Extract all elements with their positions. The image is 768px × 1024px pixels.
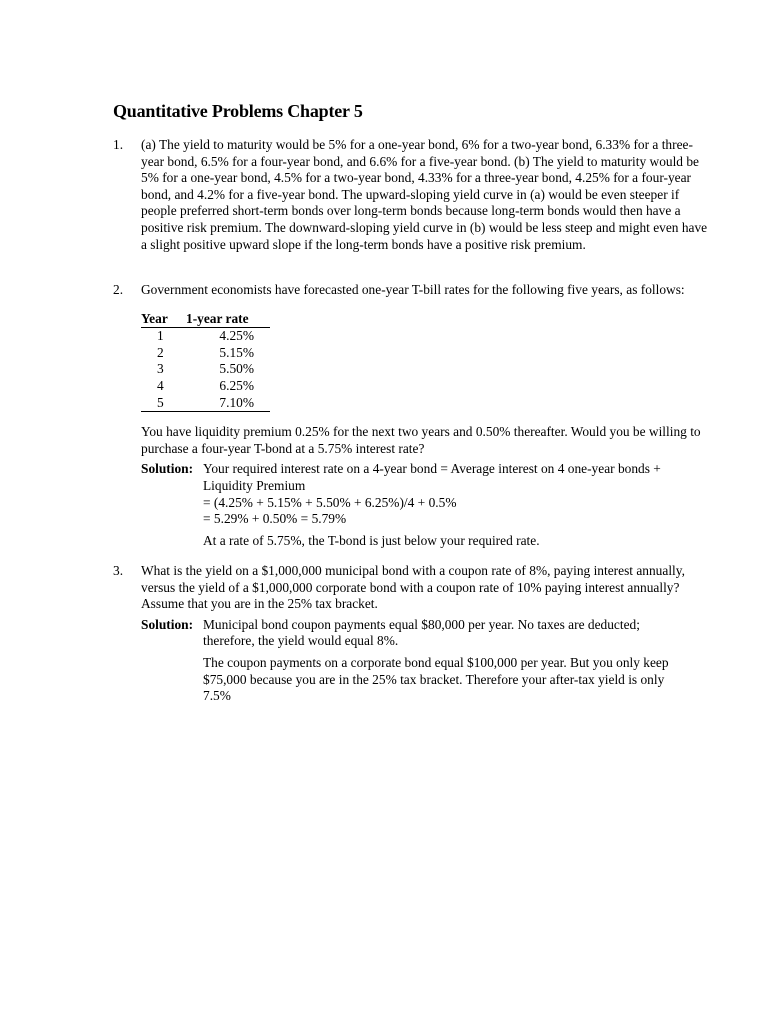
- column-header-year: Year: [141, 311, 186, 328]
- problem-1-text: (a) The yield to maturity would be 5% for a one-year bond, 6% for a two-year bond, 6.33% for a three-year bond, 6.5% for a four-year bond, and 6.6% for a five-year bond. (b) The yield to maturity would be 5% for a one-year bond, 4.5% for a two-year bond, 4.33% for a three-year bond, 4.25% for a four-year bond, and 4.2% for a five-year bond. The upward-sloping yield curve in (a) would be even steeper if people preferred short-term bonds over long-term bonds because long-term bonds would then have a positive risk premium. The downward-sloping yield curve in (b) would be less steep and might even have a slight positive upward slope if the long-term bonds have a positive risk premium.: [141, 137, 708, 252]
- solution-block: [141, 461, 713, 549]
- problem-number: 2.: [113, 282, 124, 297]
- solution-label: Solution:: [141, 616, 194, 632]
- problem-2-intro: Government economists have forecasted one-year T-bill rates for the following five years, as follows:: [141, 282, 685, 297]
- rate-cell: 4.25%: [219, 328, 254, 344]
- solution-conclusion: At a rate of 5.75%, the T-bond is just below your required rate.: [203, 532, 540, 548]
- page-title: Quantitative Problems Chapter 5: [113, 101, 363, 121]
- solution-label: Solution:: [141, 461, 194, 477]
- solution-paragraph: Municipal bond coupon payments equal $80,000 per year. No taxes are deducted; therefore, the yield would equal 8%.: [203, 616, 640, 649]
- table-row: [141, 328, 270, 345]
- year-cell: 1: [157, 328, 164, 344]
- solution-line: Your required interest rate on a 4-year bond = Average interest on 4 one-year bonds + Liquidity Premium: [203, 461, 661, 493]
- table-row: [141, 361, 270, 378]
- solution-line: = (4.25% + 5.15% + 5.50% + 6.25%)/4 + 0.5%: [203, 494, 457, 510]
- table-row: [141, 378, 270, 395]
- problem-3-question: What is the yield on a $1,000,000 municipal bond with a coupon rate of 8%, paying interest annually, versus the yield of a $1,000,000 corporate bond with a coupon rate of 10% paying interest annually? Assume that you are in the 25% tax bracket.: [141, 563, 685, 612]
- rates-table: [141, 311, 270, 413]
- table-header-row: [141, 311, 270, 328]
- rate-cell: 7.10%: [186, 395, 270, 412]
- year-cell: 4: [157, 377, 164, 393]
- rate-cell: 6.25%: [219, 377, 254, 393]
- solution-block: [141, 617, 713, 705]
- solution-line: = 5.29% + 0.50% = 5.79%: [203, 511, 347, 527]
- solution-paragraph: The coupon payments on a corporate bond equal $100,000 per year. But you only keep $75,000 because you are in the 25% tax bracket. Therefore your after-tax yield is only 7.5%: [203, 654, 669, 704]
- problem-2-question: You have liquidity premium 0.25% for the next two years and 0.50% thereafter. Would you be willing to purchase a four-year T-bond at a 5.75% interest rate?: [141, 424, 701, 456]
- problem-number: 1.: [113, 137, 124, 152]
- year-cell: 2: [157, 344, 164, 360]
- problem-3: [113, 563, 713, 705]
- problem-1: [113, 137, 713, 253]
- table-row: [141, 395, 270, 412]
- year-cell: 5: [141, 395, 186, 412]
- rate-cell: 5.15%: [219, 344, 254, 360]
- rate-cell: 5.50%: [219, 361, 254, 377]
- year-cell: 3: [157, 361, 164, 377]
- column-header-rate: 1-year rate: [186, 311, 270, 328]
- problem-number: 3.: [113, 563, 124, 578]
- table-row: [141, 345, 270, 362]
- problem-2: [113, 282, 713, 549]
